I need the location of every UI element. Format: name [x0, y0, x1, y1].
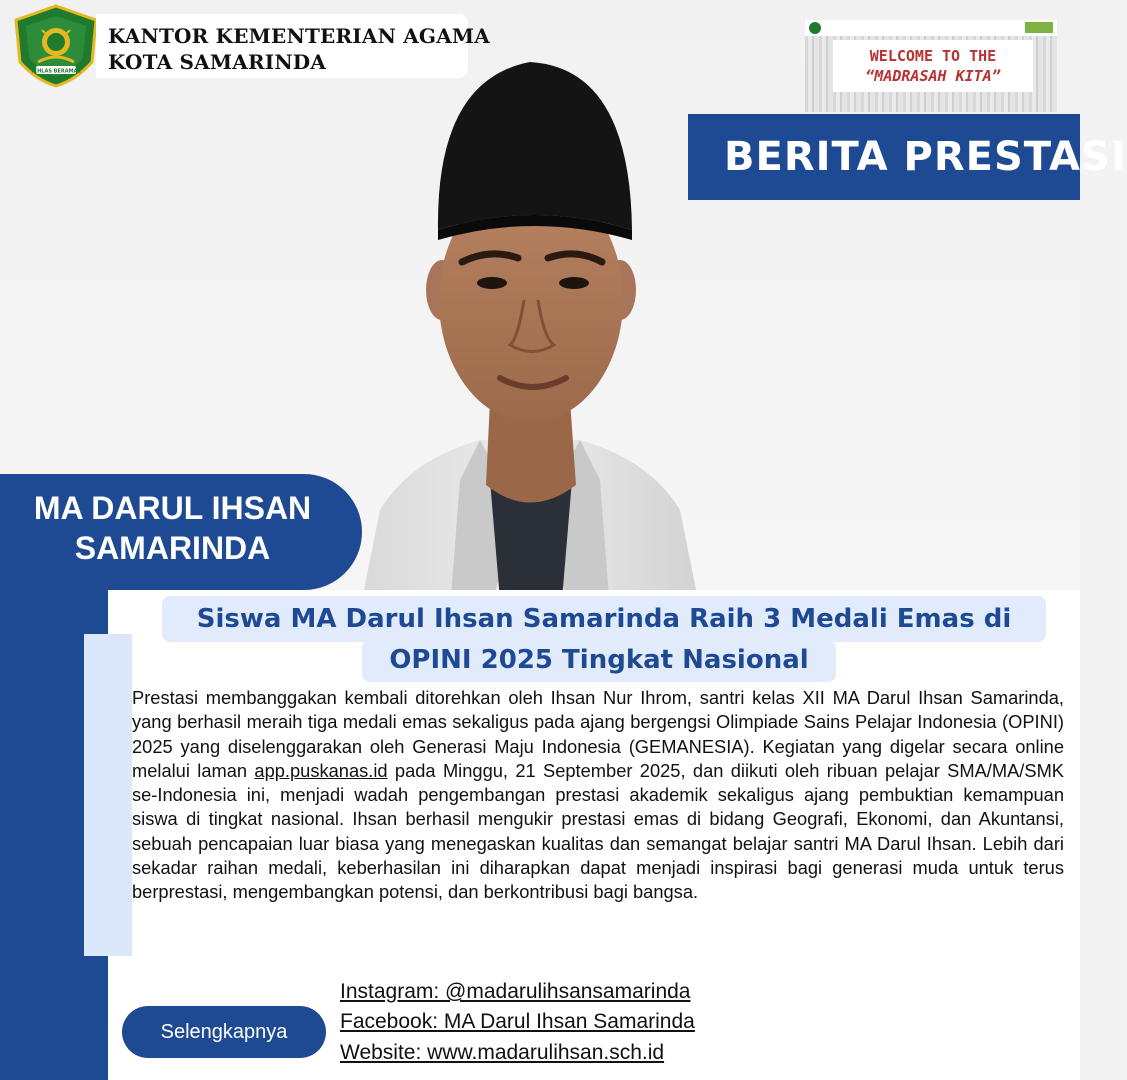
- welcome-card: [833, 40, 1033, 92]
- category-banner: [688, 114, 1127, 200]
- headline-line2: OPINI 2025 Tingkat Nasional: [362, 640, 836, 682]
- school-name-pill: [0, 474, 362, 590]
- welcome-line2: “MADRASAH KITA”: [865, 67, 1001, 85]
- read-more-button[interactable]: Selengkapnya: [122, 1006, 326, 1058]
- welcome-line1: WELCOME TO THE: [869, 47, 997, 65]
- school-name-line2: SAMARINDA: [74, 530, 271, 566]
- madrasah-logo-icon: [1025, 22, 1053, 33]
- mini-emblem-icon: [809, 22, 821, 34]
- welcome-banner: [805, 20, 1057, 112]
- office-name-line2: KOTA SAMARINDA: [108, 50, 327, 74]
- article-text-after-link: pada Minggu, 21 September 2025, dan diikuti oleh ribuan pelajar SMA/MA/SMK se-Indonesia ini, menjadi wadah pengembangan prestasi akademik sekaligus ajang pembuktian kemampuan siswa di tingkat nasional. Ihsan berhasil mengukir prestasi emas di bidang Geografi, Ekonomi, dan Akuntansi, sebuah pencapaian luar biasa yang menegaskan kualitas dan semangat belajar santri MA Darul Ihsan. Lebih dari sekadar raihan medali, keberhasilan ini diharapkan dapat menjadi inspirasi bagi generasi muda untuk terus berprestasi, mengembangkan potensi, dan berkontribusi bagi bangsa.: [132, 759, 1064, 903]
- instagram-link[interactable]: Instagram: @madarulihsansamarinda: [340, 980, 691, 1003]
- article-text-before-link: Prestasi membanggakan kembali ditorehkan oleh Ihsan Nur Ihrom, santri kelas XII MA Darul Ihsan Samarinda, yang berhasil meraih tiga medali emas sekaligus pada ajang bergengsi Olimpiade Sains Pelajar Indonesia (OPINI) 2025 yang diselenggarakan oleh Generasi Maju Indonesia (GEMANESIA). Kegiatan yang digelar secara online melalui laman: [132, 687, 1064, 781]
- article-body: [132, 686, 1064, 905]
- website-link[interactable]: Website: www.madarulihsan.sch.id: [340, 1041, 665, 1064]
- light-accent-strip: [84, 634, 132, 956]
- office-name-line1: KANTOR KEMENTERIAN AGAMA: [108, 24, 490, 48]
- emblem-motto: IKHLAS BERAMAL: [31, 68, 81, 75]
- kemenag-emblem-icon: [12, 4, 100, 88]
- office-name-box: [96, 14, 490, 78]
- article-link[interactable]: app.puskanas.id: [254, 759, 388, 781]
- category-title: BERITA PRESTASI: [724, 134, 1127, 180]
- welcome-banner-header: [805, 20, 1057, 36]
- student-photo: [340, 40, 720, 610]
- headline-line1: Siswa MA Darul Ihsan Samarinda Raih 3 Medali Emas di: [162, 596, 1046, 642]
- school-name-line1: MA DARUL IHSAN: [33, 490, 312, 526]
- facebook-link[interactable]: Facebook: MA Darul Ihsan Samarinda: [340, 1010, 695, 1033]
